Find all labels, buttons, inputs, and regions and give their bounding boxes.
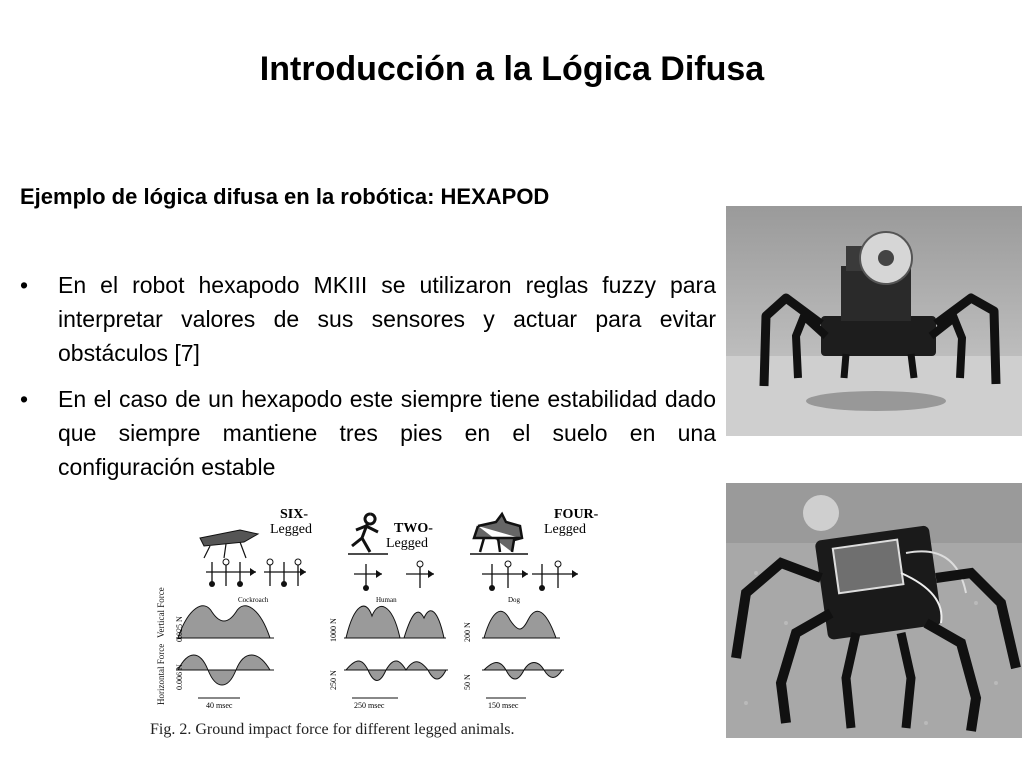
figure-caption: Fig. 2. Ground impact force for different legged animals. bbox=[150, 721, 515, 738]
bullet-list bbox=[20, 268, 716, 496]
six-legged-vertical-scale: 0.025 N bbox=[175, 616, 184, 642]
two-legged-vertical-scale: 1000 N bbox=[329, 618, 338, 642]
four-legged-time-scale: 150 msec bbox=[488, 701, 519, 710]
four-legged-horizontal-scale: 50 N bbox=[463, 674, 472, 690]
four-legged-column bbox=[463, 507, 599, 710]
dog-icon bbox=[474, 514, 522, 552]
two-legged-column bbox=[329, 514, 448, 710]
horizontal-force-row-label: Horizontal Force bbox=[156, 643, 166, 705]
bullet-item bbox=[20, 268, 716, 370]
bullet-marker: • bbox=[20, 272, 29, 298]
six-legged-column bbox=[175, 507, 312, 710]
two-legged-horizontal-scale: 250 N bbox=[329, 670, 338, 690]
four-legged-title-line2: Legged bbox=[544, 522, 586, 537]
cockroach-label: Cockroach bbox=[238, 596, 269, 604]
bullet-text: En el robot hexapodo MKIII se utilizaron reglas fuzzy para interpretar valores de sus sensores y actuar para evitar obstáculos [7] bbox=[58, 272, 716, 366]
hexapod-robot-front-photo bbox=[726, 206, 1022, 436]
four-legged-title-line1: FOUR- bbox=[554, 507, 599, 522]
six-legged-time-scale: 40 msec bbox=[206, 701, 233, 710]
dog-label: Dog bbox=[508, 596, 521, 604]
human-runner-icon bbox=[352, 514, 378, 552]
ground-impact-force-figure bbox=[148, 500, 618, 750]
two-legged-title-line2: Legged bbox=[386, 536, 428, 551]
cockroach-icon bbox=[200, 530, 258, 546]
vertical-force-row-label: Vertical Force bbox=[156, 587, 166, 638]
six-legged-title-line1: SIX- bbox=[280, 507, 309, 522]
hexapod-robot-angle-photo bbox=[726, 483, 1022, 738]
section-subtitle: Ejemplo de lógica difusa en la robótica: HEXAPOD bbox=[20, 184, 550, 209]
human-label: Human bbox=[376, 596, 397, 604]
four-legged-vertical-scale: 200 N bbox=[463, 622, 472, 642]
bullet-text: En el caso de un hexapodo este siempre tiene estabilidad dado que siempre mantiene tres pies en el suelo en una configuración estable bbox=[58, 386, 716, 480]
bullet-item bbox=[20, 382, 716, 484]
two-legged-time-scale: 250 msec bbox=[354, 701, 385, 710]
bullet-marker: • bbox=[20, 386, 29, 412]
six-legged-horizontal-scale: 0.006 N bbox=[175, 664, 184, 690]
slide-title: Introducción a la Lógica Difusa bbox=[259, 50, 765, 88]
six-legged-title-line2: Legged bbox=[270, 522, 312, 537]
two-legged-title-line1: TWO- bbox=[394, 521, 433, 536]
